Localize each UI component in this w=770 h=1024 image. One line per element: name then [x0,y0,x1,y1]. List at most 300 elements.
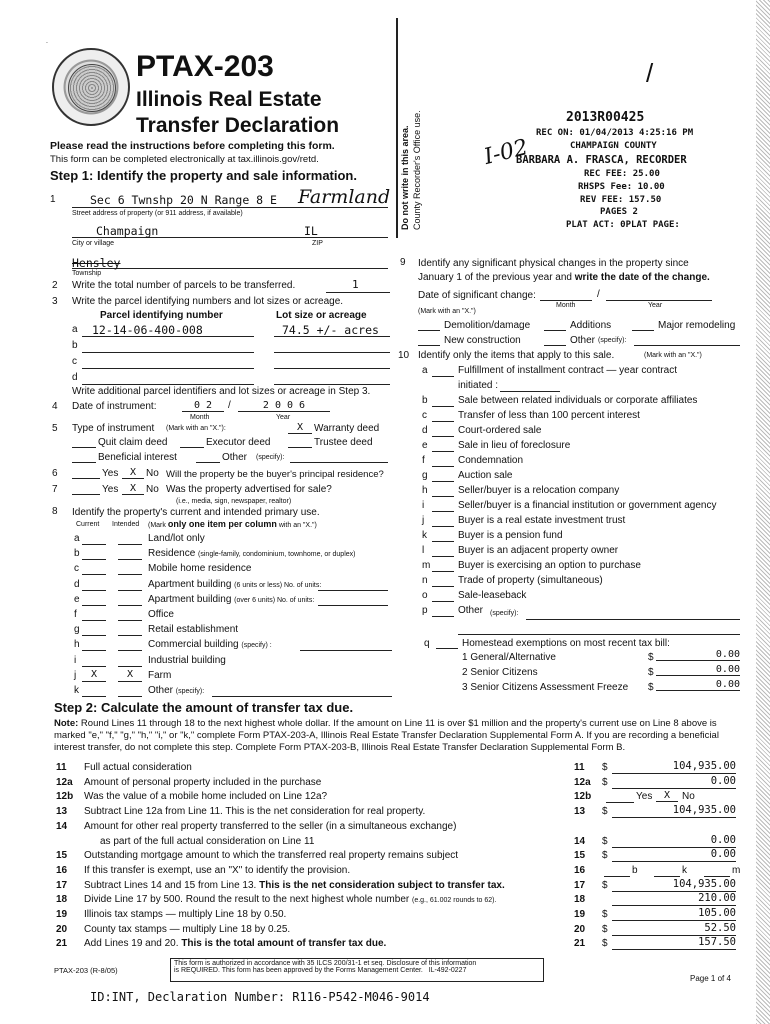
line9-date-label: Date of significant change: [418,290,536,301]
line4-number: 4 [52,401,58,412]
parcel-rule [82,384,254,385]
use-item [148,533,205,544]
line1-address-caption: Street address of property (or 911 address, if available) [72,210,243,217]
step2-line-number: 19 [56,909,68,920]
use-blank-field[interactable] [300,650,392,651]
use-item [148,579,321,590]
step2-ref-number: 11 [574,762,585,773]
step2-label-text: Amount of personal property included in the purchase [84,776,322,788]
step2-label-text: Full actual consideration [84,762,192,773]
step2-line-label [84,924,290,935]
step2-value-field[interactable]: 0.00 [612,834,736,848]
sale-checkbox[interactable] [432,496,454,497]
exemption-dollar: $ [648,652,654,663]
line6-no-checkbox[interactable]: X [122,467,144,479]
illinois-state-seal-icon [52,48,130,126]
step2-line-number: 15 [56,850,68,862]
step2-note-label: Note: [54,718,79,729]
line7-sub: (i.e., media, sign, newspaper, realtor) [176,498,292,505]
step2-line-number: 14 [56,820,68,832]
other-instrument-label: Other [222,452,248,463]
additions-checkbox[interactable] [544,330,566,331]
step2-title: Step 2: Calculate the amount of transfer tax due. [54,700,354,715]
sale-letter: m [422,560,431,571]
step2-line-label [100,836,314,847]
line4-label: Date of instrument: [72,401,157,412]
recorder-name: BARBARA A. FRASCA, RECORDER [516,154,687,166]
use-intended-checkbox[interactable] [118,684,142,697]
line10-label: Identify only the items that apply to this sale. [418,350,615,361]
step2-value-field[interactable]: 157.50 [612,936,736,950]
step2-line-label [84,894,496,905]
use-intended-checkbox[interactable] [118,623,142,636]
line3-col1-header: Parcel identifying number [100,310,223,321]
recorder-handwritten-code: I-02 [481,135,531,170]
step2-value-field[interactable]: 104,935.00 [612,804,736,818]
form-title-line2: Transfer Declaration [136,114,340,137]
pen-mark: / [646,58,654,88]
sale-checkbox[interactable] [432,541,454,542]
township-field[interactable]: Hensley [72,256,121,270]
step2-label-text: Add Lines 19 and 20. [84,938,182,950]
use-sub: (over 6 units) No. of units: [234,596,315,604]
step2-ref-number: 12b [574,791,592,803]
step2-dollar: $ [602,850,608,862]
quit-claim-checkbox[interactable] [72,447,96,448]
sale-text: Seller/buyer is a financial institution or government agency [458,500,717,511]
step2-line-number: 20 [56,923,68,935]
sale-checkbox[interactable] [432,436,454,437]
additions-label: Additions [570,320,612,331]
line2-number: 2 [52,280,58,291]
change-year-field[interactable] [606,300,712,301]
step2-line-number: 18 [56,894,68,906]
use-item [148,609,174,620]
sale-text: Auction sale [458,470,513,481]
use-sub: (6 units or less) No. of units: [234,581,322,589]
step2-line-number: 21 [56,938,68,950]
sale-letter: l [422,545,425,556]
step2-value-field[interactable]: 105.00 [612,907,736,921]
other-change-field[interactable] [634,345,740,346]
use-current-checkbox[interactable] [82,638,106,651]
use-letter: k [74,685,79,696]
demolition-label: Demolition/damage [444,320,531,331]
use-current-checkbox[interactable] [82,608,106,621]
other-sale-field[interactable] [526,619,740,620]
instrument-month-field[interactable]: 0 2 [182,400,224,412]
line8-intended-header: Intended [112,521,140,528]
step2-value-field[interactable]: 210.00 [612,892,736,906]
step2-line-label [84,909,286,920]
step2-dollar: $ [602,938,608,950]
instructions-text: Please read the instructions before completing this form. [50,140,335,152]
line9-text2a: January 1 of the previous year and [418,272,575,283]
step2-line-number: 12b [56,791,74,803]
executor-deed-checkbox[interactable] [180,447,204,448]
sale-text: Buyer is a pension fund [458,530,563,541]
scan-edge-pattern [756,0,770,1024]
line8-number: 8 [52,506,58,517]
use-intended-checkbox[interactable] [118,547,142,560]
new-construction-checkbox[interactable] [418,345,440,346]
step2-label-text: Amount for other real property transferred to the seller (in a simultaneous exchange) [84,820,457,832]
line10-number: 10 [398,350,410,361]
change-month-field[interactable] [540,300,592,301]
warranty-deed-checkbox[interactable]: X [288,422,312,434]
major-remodeling-label: Major remodeling [658,320,736,331]
sale-text: Seller/buyer is a relocation company [458,485,620,496]
sale-text: Court-ordered sale [458,425,542,436]
parcel-size-field[interactable]: 74.5 +/- acres [282,323,379,337]
sale-checkbox[interactable] [432,616,454,617]
use-intended-checkbox[interactable] [118,638,142,651]
use-letter: g [74,624,80,636]
step2-note [54,718,744,754]
sale-letter: d [422,425,428,436]
sale-text: initiated : [458,380,499,391]
sale-text: Buyer is exercising an option to purchase [458,560,641,571]
speck: . [46,38,48,45]
use-current-checkbox[interactable] [82,547,106,560]
exemption-dollar: $ [648,667,654,678]
line6-number: 6 [52,468,58,479]
step2-line-label [84,821,456,832]
recorder-rec-fee: REC FEE: 25.00 [584,169,660,179]
line8-mark-prefix: (Mark [148,522,166,529]
line8-mark-suffix: with an "X.") [278,522,317,529]
trustee-deed-label: Trustee deed [314,437,373,448]
parcel-rule [82,368,254,369]
sale-text: Buyer is an adjacent property owner [458,545,619,556]
sale-checkbox[interactable] [432,586,454,587]
step2-ref-number: 13 [574,806,586,818]
use-letter: j [74,669,77,681]
use-letter: a [74,533,80,544]
step2-value-field[interactable]: 52.50 [612,922,736,936]
sale-text: Condemnation [458,455,524,466]
sale-letter: c [422,410,427,421]
sale-checkbox[interactable] [432,571,454,572]
demolition-checkbox[interactable] [418,330,440,331]
line5-number: 5 [52,423,58,434]
use-item [148,685,204,696]
step2-line-number: 11 [56,762,67,773]
sale-letter: g [422,470,428,481]
use-intended-checkbox[interactable] [118,593,142,606]
line6-no-label: No [146,468,159,479]
step1-title: Step 1: Identify the property and sale information. [50,168,357,183]
line8-mark-bold: only one item per column [167,519,277,529]
use-blank-field[interactable] [318,605,388,606]
line5-mark-hint: (Mark with an "X."): [166,425,226,432]
form-code: PTAX-203 [136,50,274,83]
use-label: Mobile home residence [148,563,252,575]
recorder-county: CHAMPAIGN COUNTY [570,141,657,151]
exempt-b-label: b [632,864,638,876]
line9-text1: Identify any significant physical changes in the property since [418,258,689,269]
step2-line-number: 17 [56,879,68,891]
use-current-checkbox[interactable] [82,532,106,545]
other-change-specify: (specify): [598,337,627,344]
line9-number: 9 [400,257,406,268]
step2-line-label [84,938,386,949]
sale-letter: j [422,515,425,526]
line6-question: Will the property be the buyer's principal residence? [166,469,384,480]
city-caption: City or village [72,240,115,247]
step2-label-text: Was the value of a mobile home included on Line 12a? [84,791,328,803]
footer-form-id: PTAX-203 (R-8/05) [54,966,118,975]
sale-text: Sale between related individuals or corporate affiliates [458,395,698,406]
sale-text: Sale-leaseback [458,590,527,601]
other-instrument-field[interactable] [290,462,388,463]
step2-label-text: Outstanding mortgage amount to which the transferred real property remains subject [84,850,459,862]
use-current-checkbox[interactable] [82,562,106,575]
line7-no-checkbox[interactable]: X [122,483,144,495]
footer-page: Page 1 of 4 [690,974,731,983]
line3-additional: Write additional parcel identifiers and lot sizes or acreage in Step 3. [72,386,371,397]
exempt-k-label: k [682,864,687,876]
recorder-area-note [398,80,426,230]
size-rule [274,368,390,369]
step2-value-field[interactable]: 0.00 [612,775,736,789]
use-label: Retail establishment [148,624,239,636]
line2-label: Write the total number of parcels to be transferred. [72,280,296,291]
recorder-rhsps-fee: RHSPS Fee: 10.00 [578,182,665,192]
sale-text: Transfer of less than 100 percent interest [458,410,640,421]
parcel-rule [82,352,254,353]
use-intended-checkbox[interactable] [118,608,142,621]
use-item [148,563,251,574]
step2-value-field[interactable]: 0.00 [612,848,736,862]
electronic-text: This form can be completed electronically at tax.illinois.gov/retd. [50,154,319,165]
sale-checkbox[interactable] [432,526,454,527]
quit-claim-label: Quit claim deed [98,437,168,448]
use-blank-field[interactable] [318,590,388,591]
sale-letter: f [422,455,425,466]
use-label: Residence [148,548,196,560]
state-field[interactable]: IL [304,224,318,238]
form-title-line1: Illinois Real Estate [136,88,322,111]
step2-label-text: Illinois tax stamps — multiply Line 18 by 0.50. [84,909,287,920]
line7-number: 7 [52,484,58,495]
sale-checkbox[interactable] [432,421,454,422]
use-current-checkbox[interactable]: X [82,669,106,682]
other-sale-field-2[interactable] [458,634,740,635]
step2-label-text: as part of the full actual consideration on Line 11 [100,835,315,847]
use-blank-field[interactable] [212,696,392,697]
footer-authority2: is REQUIRED. This form has been approved by the Forms Management Center. [174,967,423,974]
zip-caption: ZIP [312,240,323,247]
sale-letter: k [422,530,427,541]
step2-ref-number: 20 [574,923,586,935]
use-sub: (specify) : [241,642,272,650]
step2-value-field[interactable]: 104,935.00 [612,760,736,774]
line12b-no-checkbox[interactable]: X [656,790,678,802]
recorder-rev-fee: REV FEE: 157.50 [580,195,662,205]
use-letter: c [74,563,79,575]
recorder-plat: PLAT ACT: 0PLAT PAGE: [566,220,680,230]
step2-dollar: $ [602,762,608,773]
step2-label-bold: This is the total amount of transfer tax due. [181,938,387,950]
use-letter: h [74,639,80,651]
step2-dollar: $ [602,835,608,847]
sale-checkbox[interactable] [432,556,454,557]
sale-letter: e [422,440,428,451]
sale-letter: a [422,365,428,376]
warranty-deed-label: Warranty deed [314,423,380,434]
other-instrument-checkbox[interactable] [196,462,220,463]
step2-line-label [84,865,350,876]
exemption-value-field[interactable]: 0.00 [656,664,740,676]
line1-number: 1 [50,194,56,205]
use-label: Commercial building [148,639,239,651]
beneficial-interest-checkbox[interactable] [72,462,96,463]
exemption-value-field[interactable]: 0.00 [656,679,740,691]
step2-line-label [84,850,458,861]
sale-text: Other [458,605,484,616]
contract-year-field[interactable] [500,391,560,392]
step2-ref-number: 16 [574,864,586,876]
line3-label: Write the parcel identifying numbers and lot sizes or acreage. [72,296,344,307]
step2-ref-number: 19 [574,909,586,920]
line6-yes-checkbox[interactable] [72,478,100,479]
use-item [148,655,226,666]
step2-line-number: 12a [56,776,73,788]
use-item [148,624,238,635]
step2-line-label [84,791,327,802]
change-date-separator: / [597,289,600,300]
step2-line-label [84,880,505,891]
use-current-checkbox[interactable] [82,593,106,606]
trustee-deed-checkbox[interactable] [288,447,312,448]
use-label: Other [148,685,174,696]
step2-line-label [84,806,425,817]
sale-checkbox[interactable] [432,511,454,512]
step2-dollar: $ [602,923,608,935]
step2-ref-number: 18 [574,894,586,906]
step2-dollar: $ [602,909,608,920]
line1-address-field[interactable]: Sec 6 Twnshp 20 N Range 8 E [90,193,277,207]
line12b-yes-label: Yes [636,791,653,803]
step2-dollar: $ [602,806,608,818]
line10-mark-hint: (Mark with an "X.") [644,352,702,359]
exemption-value-field[interactable]: 0.00 [656,649,740,661]
sale-checkbox[interactable] [432,601,454,602]
major-remodeling-checkbox[interactable] [632,330,654,331]
sale-checkbox[interactable] [432,451,454,452]
use-current-checkbox[interactable] [82,654,106,667]
footer-authority2-row [171,967,543,974]
exempt-m-label: m [732,864,741,876]
step2-value-field[interactable]: 104,935.00 [612,878,736,892]
line8-label: Identify the property's current and intended primary use. [72,507,320,518]
step2-dollar: $ [602,776,608,788]
use-intended-checkbox[interactable]: X [118,669,142,682]
use-intended-checkbox[interactable] [118,654,142,667]
use-intended-checkbox[interactable] [118,532,142,545]
homestead-label: Homestead exemptions on most recent tax bill: [462,638,670,649]
parcel-letter: a [72,324,78,335]
parcel-letter: b [72,340,78,351]
line5-label: Type of instrument [72,423,155,434]
sale-checkbox[interactable] [432,466,454,467]
line8-mark-hint [148,519,317,529]
step2-ref-number: 21 [574,938,586,950]
use-item [148,639,272,650]
use-label: Apartment building [148,578,232,590]
use-label: Industrial building [148,654,226,666]
sale-text: Trade of property (simultaneous) [458,575,603,586]
date-separator: / [228,400,231,411]
use-current-checkbox[interactable] [82,578,106,591]
sale-checkbox[interactable] [432,481,454,482]
change-month-caption: Month [556,302,576,309]
step2-label-bold: This is the net consideration subject to transfer tax. [259,879,505,891]
footer-authority1: This form is authorized in accordance with 35 ILCS 200/31-1 et seq. Disclosure of this information [174,960,477,967]
sale-text: Fulfillment of installment contract — year contract [458,365,677,376]
recorder-pages: PAGES 2 [600,207,638,217]
step2-ref-number: 17 [574,879,586,891]
step2-dollar: $ [602,879,608,891]
vertical-note1: Do not write in this area. [400,125,410,230]
line3-col2-header: Lot size or acreage [276,310,367,321]
month-caption: Month [190,414,210,421]
line9-text2b: write the date of the change. [574,272,710,283]
use-intended-checkbox[interactable] [118,578,142,591]
parcel-pin-field[interactable]: 12-14-06-400-008 [92,323,203,337]
size-rule [274,352,390,353]
sale-checkbox[interactable] [432,406,454,407]
exemption-label: 3 Senior Citizens Assessment Freeze [462,682,629,693]
sale-checkbox[interactable] [432,376,454,377]
other-change-checkbox[interactable] [544,345,566,346]
declaration-number: ID:INT, Declaration Number: R116-P542-M046-9014 [90,990,430,1004]
instrument-year-field[interactable]: 2 0 0 6 [238,400,330,412]
exemption-label: 2 Senior Citizens [462,667,538,678]
step2-ref-number: 12a [574,776,591,788]
line7-question: Was the property advertised for sale? [166,484,332,495]
line7-yes-label: Yes [102,484,119,495]
use-item [148,594,314,605]
recorder-doc-number: 2013R00425 [566,110,645,125]
sale-letter: h [422,485,428,496]
footer-il-num: IL-492-0227 [428,967,467,974]
use-letter: e [74,593,80,605]
homestead-checkbox[interactable] [436,648,458,649]
line18-example: (e.g., 61.002 rounds to 62). [411,897,497,905]
city-field[interactable]: Champaign [96,224,159,238]
line7-yes-checkbox[interactable] [72,494,100,495]
line2-rule [326,292,390,293]
use-letter: i [74,654,77,666]
use-label: Land/lot only [148,533,205,544]
parcel-letter: d [72,372,78,383]
use-item [148,670,171,681]
use-item [148,548,355,559]
parcel-count-field[interactable]: 1 [352,278,359,291]
sale-text: Buyer is a real estate investment trust [458,515,626,526]
sale-letter: n [422,575,428,586]
beneficial-interest-label: Beneficial interest [98,452,177,463]
use-current-checkbox[interactable] [82,623,106,636]
use-intended-checkbox[interactable] [118,562,142,575]
executor-deed-label: Executor deed [206,437,271,448]
use-current-checkbox[interactable] [82,684,106,697]
line7-no-label: No [146,484,159,495]
line12b-no-label: No [682,791,695,803]
step2-label-text: County tax stamps — multiply Line 18 by 0.25. [84,923,291,935]
